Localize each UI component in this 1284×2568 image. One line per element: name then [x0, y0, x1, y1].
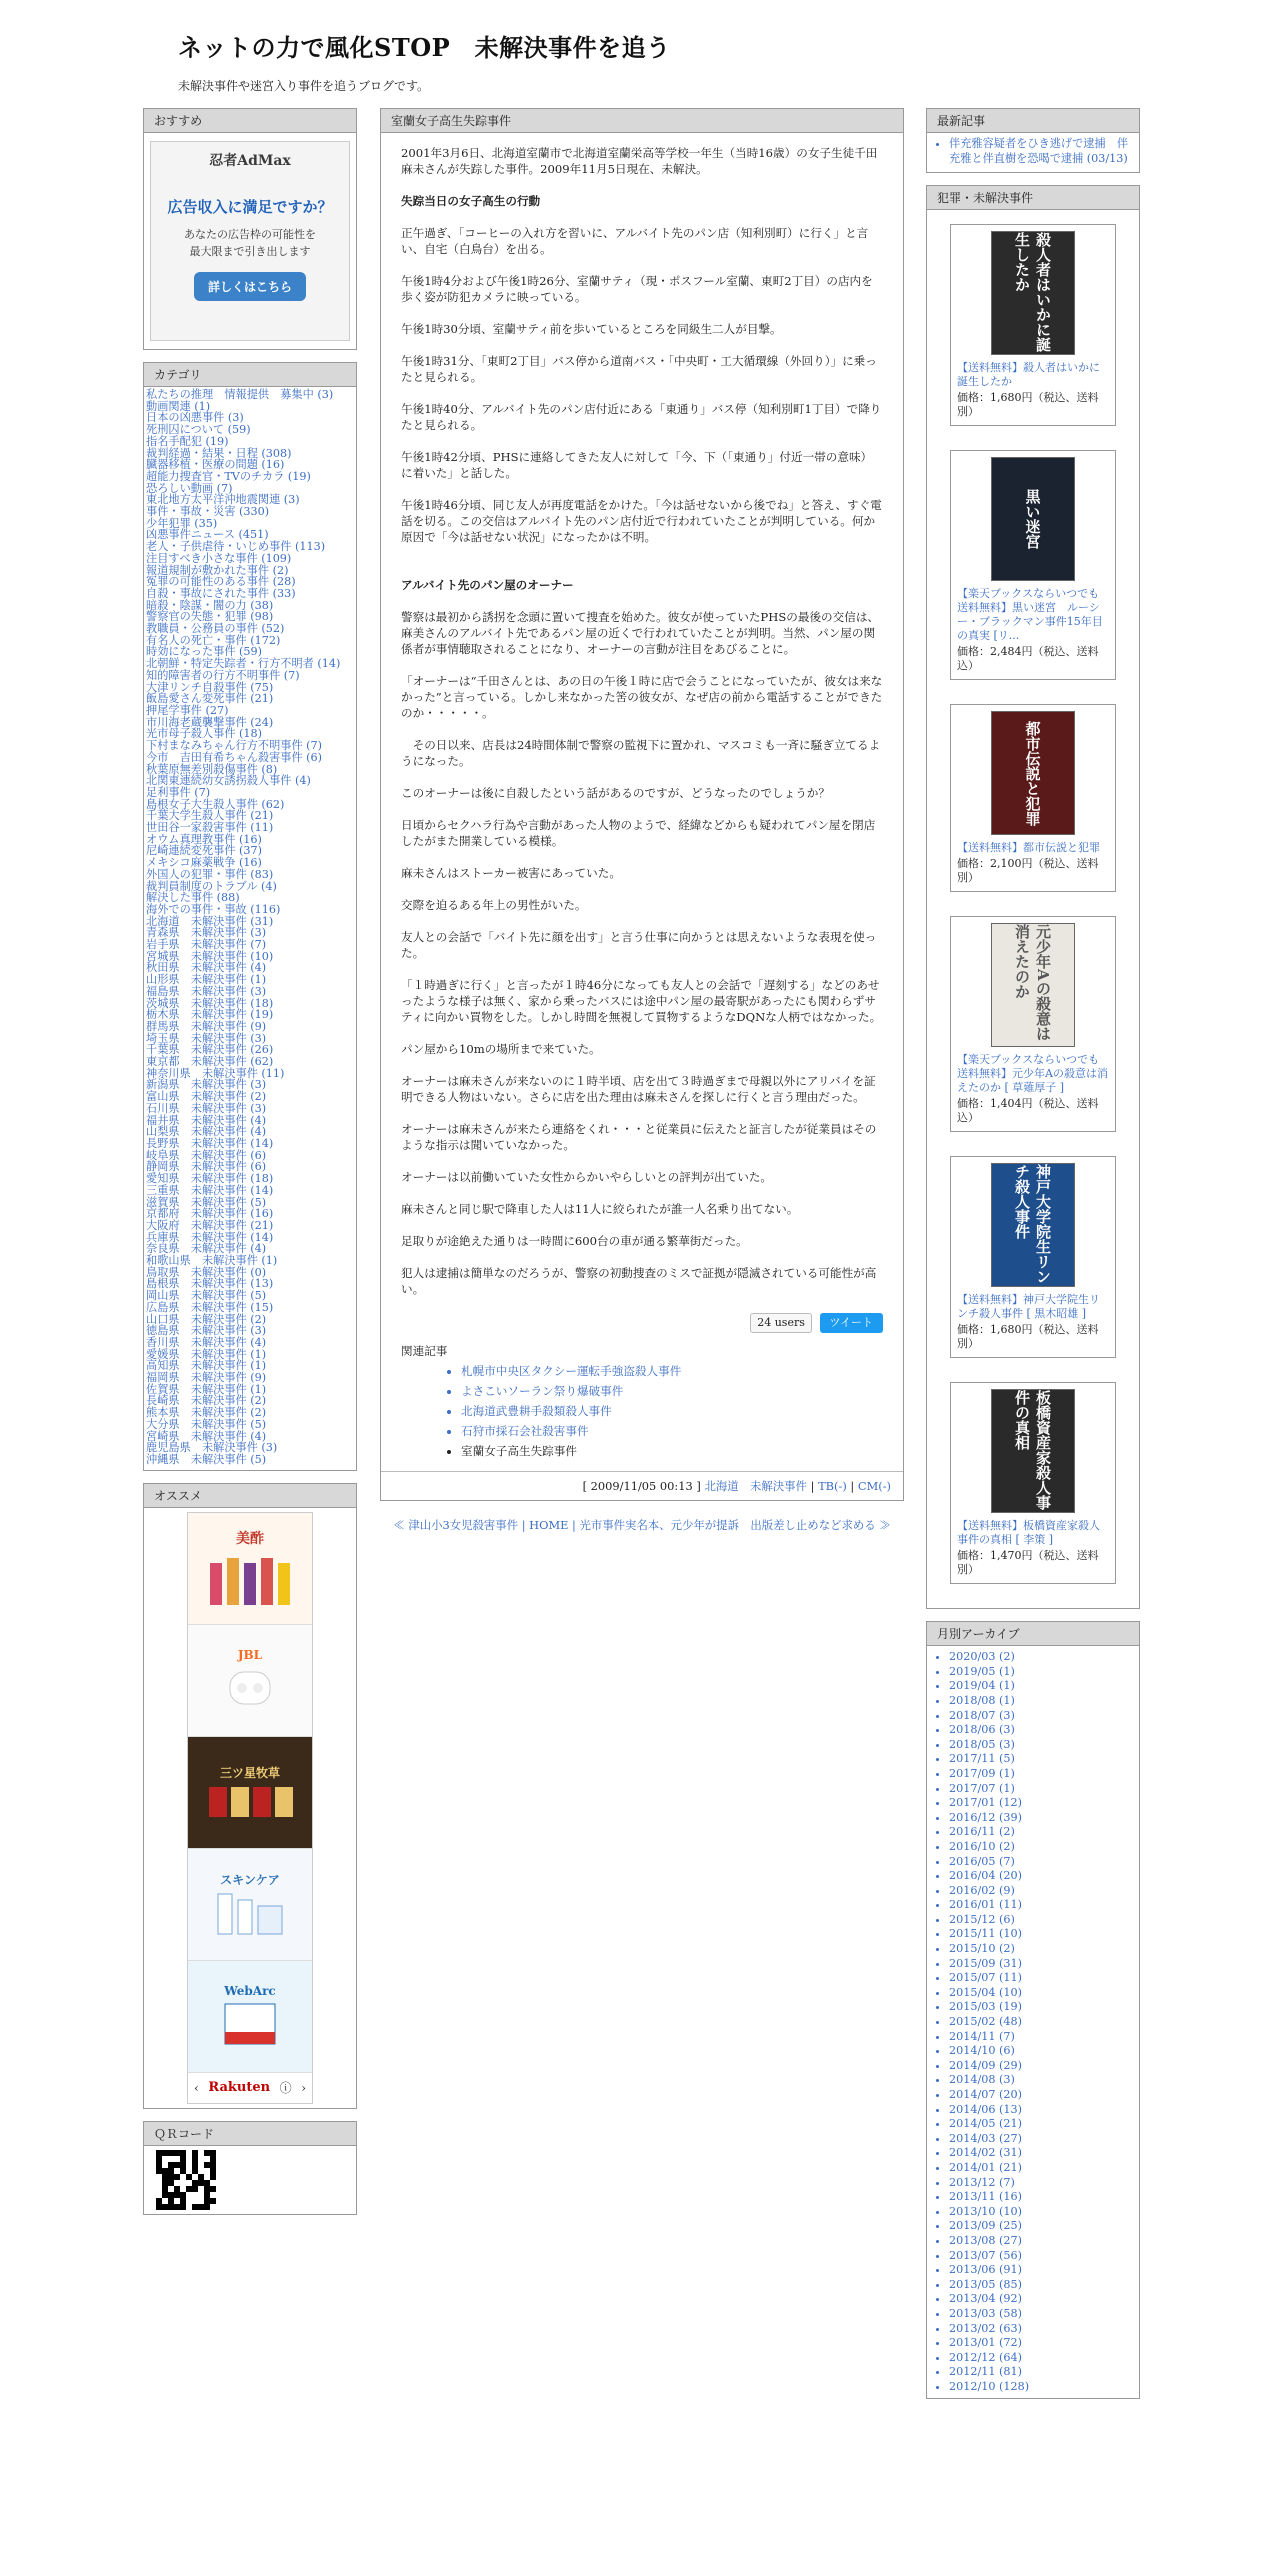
qr-code — [156, 2150, 216, 2210]
category-item[interactable]: 押尾学事件 (27) — [146, 703, 229, 717]
admax-details-button[interactable]: 詳しくはこちら — [194, 272, 306, 301]
book-cover[interactable]: 板橋資産家殺人事件の真相 — [991, 1389, 1075, 1513]
category-item[interactable]: 富山県 未解決事件 (2) — [146, 1090, 267, 1104]
category-item[interactable]: 徳島県 未解決事件 (3) — [146, 1324, 267, 1338]
category-item[interactable]: オウム真理教事件 (16) — [146, 832, 262, 846]
category-item[interactable]: 東北地方太平洋沖地震関連 (3) — [146, 493, 300, 507]
category-item[interactable]: 冤罪の可能性のある事件 (28) — [146, 575, 296, 589]
archive-item[interactable]: • 2019/05 (1) — [949, 1665, 1131, 1680]
category-item[interactable]: 佐賀県 未解決事件 (1) — [146, 1382, 267, 1396]
entry-paragraph: このオーナーは後に自殺したという話があるのですが、どうなったのでしょうか？ — [401, 786, 830, 800]
archive-item[interactable]: • 2016/02 (9) — [949, 1884, 1131, 1899]
category-item[interactable]: 指名手配犯 (19) — [146, 434, 229, 448]
archive-item[interactable]: • 2016/10 (2) — [949, 1840, 1131, 1855]
book-card[interactable] — [950, 1382, 1116, 1584]
category-item[interactable]: 注目すべき小さな事件 (109) — [146, 551, 292, 565]
book-title-link[interactable]: 【送料無料】板橋資産家殺人事件の真相 [ 李策 ] — [957, 1519, 1100, 1547]
archive-item[interactable]: • 2013/10 (10) — [949, 2205, 1131, 2220]
category-item[interactable]: 広島県 未解決事件 (15) — [146, 1300, 274, 1314]
pager[interactable]: ≪ 津山小3女児殺害事件 | HOME | 光市事件実名本、元少年が提訴 出版差し止めなど求める ≫ — [393, 1518, 891, 1532]
archive-item[interactable]: • 2014/02 (31) — [949, 2146, 1131, 2161]
category-item[interactable]: 岐阜県 未解決事件 (6) — [146, 1148, 267, 1162]
category-item[interactable]: 大分県 未解決事件 (5) — [146, 1417, 267, 1431]
archive-item[interactable]: • 2015/09 (31) — [949, 1957, 1131, 1972]
admax-copy-line-1: あなたの広告枠の可能性を — [184, 228, 316, 241]
category-item[interactable]: 鳥取県 未解決事件 (0) — [146, 1265, 267, 1279]
category-item[interactable]: 光市母子殺人事件 (18) — [146, 727, 263, 741]
category-item[interactable]: 山口県 未解決事件 (2) — [146, 1312, 267, 1326]
rakuten-footer — [188, 2073, 312, 2103]
category-item[interactable]: 少年犯罪 (35) — [146, 516, 218, 530]
archive-item[interactable]: • 2013/07 (56) — [949, 2249, 1131, 2264]
tweet-button[interactable]: ツイート — [820, 1313, 883, 1333]
category-item[interactable]: 恐ろしい動画 (7) — [146, 481, 233, 495]
book-cover[interactable]: 黒い迷宮 — [991, 457, 1075, 581]
product-label: スキンケア — [220, 1872, 280, 1887]
book-card[interactable] — [950, 450, 1116, 680]
archive-item[interactable]: • 2018/08 (1) — [949, 1694, 1131, 1709]
news-box — [926, 108, 1140, 173]
entry-paragraph: パン屋から10mの場所まで来ていた。 — [401, 1042, 601, 1056]
product-label: WebArc — [224, 1984, 276, 1999]
news-item[interactable]: • 伴充雅容疑者をひき逃げで逮捕 伴充雅と伴直樹を恐喝で逮捕 (03/13) — [949, 137, 1131, 166]
hatena-bookmark-button[interactable]: 24 users — [750, 1313, 812, 1333]
entry-paragraph: 交際を迫るある年上の男性がいた。 — [401, 898, 587, 912]
category-item[interactable]: 千葉県 未解決事件 (26) — [146, 1043, 274, 1057]
category-item[interactable]: 三重県 未解決事件 (14) — [146, 1183, 274, 1197]
info-icon[interactable]: ⓘ — [279, 2081, 292, 2096]
product-label: 三ツ星牧草 — [219, 1765, 280, 1780]
category-item[interactable]: 下村まなみちゃん行方不明事件 (7) — [146, 739, 323, 753]
category-item[interactable]: 石川県 未解決事件 (3) — [146, 1101, 267, 1115]
category-item[interactable]: 愛媛県 未解決事件 (1) — [146, 1347, 267, 1361]
category-item[interactable]: 動画関連 (1) — [146, 399, 211, 413]
admax-copy-line-2: 最大限まで引き出します — [189, 244, 311, 258]
category-item[interactable]: 暗殺・陰謀・闇の力 (38) — [146, 598, 274, 612]
archive-item[interactable]: • 2013/01 (72) — [949, 2336, 1131, 2351]
entry-paragraph: 「オーナーは“千田さんとは、あの日の午後１時に店で会うことになっていたが、彼女は来なかった”と言っている。しかし来なかった筈の彼女が、なぜ店の前から電話することができたのか・・・・・。 — [401, 674, 883, 720]
archive-item[interactable]: • 2014/05 (21) — [949, 2117, 1131, 2132]
book-title-link[interactable]: 【楽天ブックスならいつでも送料無料】黒い迷宮 ルーシー・ブラックマン事件15年目の真実 [リ... — [957, 587, 1103, 643]
book-card[interactable] — [950, 704, 1116, 892]
archive-item[interactable]: • 2013/04 (92) — [949, 2292, 1131, 2307]
category-item[interactable]: 熊本県 未解決事件 (2) — [146, 1406, 267, 1420]
book-card[interactable] — [950, 1156, 1116, 1358]
trackback-link[interactable]: TB(-) — [818, 1479, 847, 1493]
entry-paragraphs — [401, 145, 883, 1297]
entry-paragraph: 午後1時40分、アルバイト先のパン店付近にある「東通り」バス停（知利別町1丁目）で降りたと見られる。 — [401, 402, 882, 432]
book-price: 価格：1,680円（税込、送料別） — [957, 391, 1099, 419]
archive-item[interactable]: • 2014/08 (3) — [949, 2073, 1131, 2088]
archive-item[interactable]: • 2014/06 (13) — [949, 2103, 1131, 2118]
category-item[interactable]: 老人・子供虐待・いじめ事件 (113) — [146, 540, 326, 554]
archive-item[interactable]: • 2017/07 (1) — [949, 1782, 1131, 1797]
category-item[interactable]: 埼玉県 未解決事件 (3) — [146, 1031, 267, 1045]
category-item[interactable]: 宮城県 未解決事件 (10) — [146, 949, 274, 963]
category-item[interactable]: 京都府 未解決事件 (16) — [146, 1207, 274, 1221]
archive-item[interactable]: • 2020/03 (2) — [949, 1650, 1131, 1665]
admax-banner[interactable] — [150, 141, 350, 341]
category-item[interactable]: 私たちの推理 情報提供 募集中 (3) — [146, 388, 334, 401]
left-sidebar — [143, 108, 357, 2227]
crime-box — [926, 185, 1140, 1609]
category-item[interactable]: 千葉大学生殺人事件 (21) — [146, 809, 274, 823]
archive-list — [927, 1646, 1139, 2398]
book-title-link[interactable]: 【送料無料】殺人者はいかに誕生したか — [957, 361, 1100, 389]
book-cover[interactable]: 元少年Aの殺意は消えたのか — [991, 923, 1075, 1047]
product-image[interactable] — [188, 1625, 312, 1737]
product-image[interactable] — [188, 1849, 312, 1961]
archive-item[interactable]: • 2013/02 (63) — [949, 2322, 1131, 2337]
product-label: JBL — [237, 1648, 263, 1663]
related-item[interactable]: • よさこいソーラン祭り爆破事件 — [461, 1381, 883, 1401]
entry-paragraph: 午後1時30分頃、室蘭サティ前を歩いているところを同級生二人が目撃。 — [401, 322, 782, 336]
entry-subheading: 失踪当日の女子高生の行動 — [401, 194, 541, 208]
category-item[interactable]: 知的障害者の行方不明事件 (7) — [146, 668, 300, 682]
category-item[interactable]: 茨城県 未解決事件 (18) — [146, 996, 274, 1010]
book-price: 価格：2,484円（税込、送料込） — [957, 645, 1099, 673]
entry-paragraph: 午後1時4分および午後1時26分、室蘭サティ（現・ポスフール室蘭、東町2丁目）の店内を歩く姿が防犯カメラに映っている。 — [401, 274, 873, 304]
archive-box — [926, 1621, 1140, 2399]
entry-paragraph: 午後1時46分頃、同じ友人が再度電話をかけた。「今は話せないから後でね」と答え、すぐ電話を切る。この交信はアルバイト先のパン店付近で行われていたことが判明している。何か原因で「今は話せない状況」になったかは不明。 — [401, 498, 882, 544]
food-packs-icon — [205, 1781, 295, 1821]
book-price: 価格：1,404円（税込、送料込） — [957, 1097, 1099, 1125]
book-cover[interactable]: 神戸大学院生リンチ殺人事件 — [991, 1163, 1075, 1287]
category-item[interactable]: 奈良県 未解決事件 (4) — [146, 1242, 267, 1256]
category-item[interactable]: 解決した事件 (88) — [146, 891, 240, 905]
archive-item[interactable]: • 2015/10 (2) — [949, 1942, 1131, 1957]
category-heading: カテゴリ — [144, 363, 356, 387]
category-item[interactable]: 青森県 未解決事件 (3) — [146, 926, 267, 940]
book-card[interactable] — [950, 224, 1116, 426]
entry-footer: [ 2009/11/05 00:13 ] 北海道 未解決事件 | TB(-) | CM(-) — [381, 1471, 903, 1500]
category-item[interactable]: 沖縄県 未解決事件 (5) — [146, 1452, 267, 1466]
archive-item[interactable]: • 2017/09 (1) — [949, 1767, 1131, 1782]
archive-item[interactable]: • 2015/07 (11) — [949, 1971, 1131, 1986]
archive-item[interactable]: • 2017/01 (12) — [949, 1796, 1131, 1811]
archive-item[interactable]: • 2014/03 (27) — [949, 2132, 1131, 2147]
category-item[interactable]: 日本の凶悪事件 (3) — [146, 411, 244, 425]
category-item[interactable]: 長崎県 未解決事件 (2) — [146, 1394, 267, 1408]
category-item[interactable]: 宮崎県 未解決事件 (4) — [146, 1429, 267, 1443]
category-item[interactable]: 高知県 未解決事件 (1) — [146, 1359, 267, 1373]
category-item[interactable]: 裁判員制度のトラブル (4) — [146, 879, 277, 893]
entry — [380, 108, 904, 1501]
category-item[interactable]: 福島県 未解決事件 (3) — [146, 984, 267, 998]
prev-arrow-icon[interactable]: ‹ — [194, 2080, 199, 2095]
product-image[interactable] — [188, 1961, 312, 2073]
entry-category-link[interactable]: 北海道 未解決事件 — [704, 1479, 807, 1493]
category-item[interactable]: 長野県 未解決事件 (14) — [146, 1137, 274, 1150]
entry-paragraph: オーナーは麻未さんが来ないのに１時半頃、店を出て３時過ぎまで母親以外にアリバイを証明できる人物はいない。さらに店を出た理由は麻未さんを探しに行くと言う理由だった。 — [401, 1074, 876, 1104]
category-item[interactable]: 福井県 未解決事件 (4) — [146, 1113, 267, 1127]
category-item[interactable]: 秋葉原無差別殺傷事件 (8) — [146, 762, 278, 776]
category-item[interactable]: 死刑囚について (59) — [146, 423, 251, 437]
category-item[interactable]: 東京都 未解決事件 (62) — [146, 1055, 274, 1069]
book-title-link[interactable]: 【楽天ブックスならいつでも送料無料】元少年Aの殺意は消えたのか [ 草薙厚子 ] — [957, 1053, 1108, 1095]
osusume-box — [143, 1483, 357, 2109]
category-item[interactable]: 島根県 未解決事件 (13) — [146, 1277, 274, 1291]
category-box — [143, 362, 357, 1471]
rakuten-widget[interactable] — [187, 1512, 313, 2104]
category-item[interactable]: 鹿児島県 未解決事件 (3) — [146, 1441, 278, 1455]
product-image[interactable] — [188, 1513, 312, 1625]
main-content — [380, 108, 904, 1533]
category-item[interactable]: 北海道 未解決事件 (31) — [146, 914, 274, 928]
category-item[interactable]: 島根女子大生殺人事件 (62) — [146, 797, 285, 811]
category-item[interactable]: 警察官の失態・犯罪 (98) — [146, 610, 274, 624]
entry-paragraph: 午後1時31分、「東町2丁目」バス停から道南バス・「中央町・工大循環線（外回り）」に乗ったと見られる。 — [401, 354, 877, 384]
category-item[interactable]: 山梨県 未解決事件 (4) — [146, 1125, 267, 1139]
right-sidebar — [926, 108, 1140, 2411]
book-cover[interactable]: 殺人者はいかに誕生したか — [991, 231, 1075, 355]
comment-link[interactable]: CM(-) — [857, 1479, 891, 1493]
rakuten-logo[interactable]: Rakuten — [208, 2080, 271, 2096]
related-item[interactable]: • 室蘭女子高生失踪事件 — [461, 1441, 883, 1461]
archive-item[interactable]: • 2017/11 (5) — [949, 1752, 1131, 1767]
category-item[interactable]: 神奈川県 未解決事件 (11) — [146, 1066, 285, 1080]
entry-paragraph: 日頃からセクハラ行為や言動があった人物のようで、経緯などからも疑われてパン屋を閉店したがまた開業している模様。 — [401, 818, 876, 848]
category-item[interactable]: 愛知県 未解決事件 (18) — [146, 1172, 274, 1186]
category-item[interactable]: 兵庫県 未解決事件 (14) — [146, 1230, 274, 1244]
archive-item[interactable]: • 2013/08 (27) — [949, 2234, 1131, 2249]
archive-item[interactable]: • 2014/07 (20) — [949, 2088, 1131, 2103]
book-list — [927, 224, 1139, 1584]
archive-item[interactable]: • 2015/03 (19) — [949, 2000, 1131, 2015]
archive-item[interactable]: • 2012/10 (128) — [949, 2380, 1131, 2395]
category-item[interactable]: 超能力捜査官・TVのチカラ (19) — [146, 469, 311, 483]
recommend-heading: おすすめ — [144, 109, 356, 133]
archive-item[interactable]: • 2016/12 (39) — [949, 1811, 1131, 1826]
category-item[interactable]: 自殺・事故にされた事件 (33) — [146, 586, 296, 600]
category-item[interactable]: 栃木県 未解決事件 (19) — [146, 1008, 274, 1022]
news-list — [927, 133, 1139, 172]
archive-item[interactable]: • 2013/06 (91) — [949, 2263, 1131, 2278]
entry-title[interactable]: 室蘭女子高生失踪事件 — [381, 109, 903, 133]
category-item[interactable]: 有名人の死亡・事件 (172) — [146, 633, 281, 647]
archive-item[interactable]: • 2018/06 (3) — [949, 1723, 1131, 1738]
book-price: 価格：1,470円（税込、送料別） — [957, 1549, 1099, 1577]
archive-item[interactable]: • 2015/04 (10) — [949, 1986, 1131, 2001]
book-price: 価格：2,100円（税込、送料別） — [957, 857, 1099, 885]
archive-item[interactable]: • 2013/09 (25) — [949, 2219, 1131, 2234]
related-heading: 関連記事 — [401, 1344, 448, 1358]
entry-paragraph: 2001年3月6日、北海道室蘭市で北海道室蘭栄高等学校一年生（当時16歳）の女子生徒千田麻未さんが失踪した事件。2009年11月5日現在、未解決。 — [401, 146, 878, 176]
archive-item[interactable]: • 2016/11 (2) — [949, 1825, 1131, 1840]
category-item[interactable]: 北関東連続幼女誘拐殺人事件 (4) — [146, 774, 311, 788]
crime-heading: 犯罪・未解決事件 — [927, 186, 1139, 210]
qr-heading: ＱＲコード — [144, 2122, 356, 2146]
entry-paragraph: その日以来、店長は24時間体制で警察の監視下に置かれ、マスコミも一斉に騒ぎ立てるようになった。 — [401, 738, 881, 768]
earbuds-icon — [220, 1662, 280, 1712]
book-title-link[interactable]: 【送料無料】都市伝説と犯罪 — [957, 841, 1100, 855]
archive-item[interactable]: • 2014/11 (7) — [949, 2030, 1131, 2045]
entry-paragraph: 麻未さんはストーカー被害にあっていた。 — [401, 866, 621, 880]
category-item[interactable]: 秋田県 未解決事件 (4) — [146, 961, 267, 975]
category-item[interactable]: 市川海老蔵襲撃事件 (24) — [146, 715, 274, 729]
archive-item[interactable]: • 2018/07 (3) — [949, 1709, 1131, 1724]
archive-item[interactable]: • 2016/04 (20) — [949, 1869, 1131, 1884]
archive-item[interactable]: • 2014/10 (6) — [949, 2044, 1131, 2059]
next-arrow-icon[interactable]: › — [301, 2080, 306, 2095]
product-image[interactable] — [188, 1737, 312, 1849]
category-item[interactable]: 山形県 未解決事件 (1) — [146, 973, 267, 987]
blog-title[interactable]: ネットの力で風化STOP 未解決事件を追う — [178, 33, 671, 62]
skincare-icon — [210, 1888, 290, 1938]
category-item[interactable]: 大津リンチ自殺事件 (75) — [146, 680, 274, 694]
book-title-link[interactable]: 【送料無料】神戸大学院生リンチ殺人事件 [ 黒木昭雄 ] — [957, 1293, 1100, 1321]
blog-header — [178, 28, 1078, 94]
related-item[interactable]: • 石狩市採石会社殺害事件 — [461, 1421, 883, 1441]
archive-item[interactable]: • 2012/12 (64) — [949, 2351, 1131, 2366]
entry-paragraph: 犯人は逮捕は簡単なのだろうが、警察の初動捜査のミスで証拠が隠滅されている可能性が高い。 — [401, 1266, 877, 1296]
entry-date: [ 2009/11/05 00:13 ] — [582, 1479, 701, 1493]
entry-paragraph: 警察は最初から誘拐を念頭に置いて捜査を始めた。彼女が使っていたPHSの最後の交信は、麻美さんのアルバイト先であるパン屋の近くで行われていたことが判明。当然、パン屋の関係者が事情聴取されることになり、オーナーの言動が注目をあびることに。 — [401, 610, 880, 656]
category-item[interactable]: 飯島愛さん変死事件 (21) — [146, 692, 274, 706]
archive-item[interactable]: • 2014/09 (29) — [949, 2059, 1131, 2074]
related-item[interactable]: • 札幌市中央区タクシー運転手強盗殺人事件 — [461, 1361, 883, 1381]
archive-item[interactable]: • 2013/03 (58) — [949, 2307, 1131, 2322]
category-item[interactable]: 新潟県 未解決事件 (3) — [146, 1078, 267, 1092]
category-item[interactable]: 静岡県 未解決事件 (6) — [146, 1160, 267, 1174]
entry-paragraph: オーナーは麻未さんが来たら連絡をくれ・・・と従業員に伝えたと証言したが従業員はそのような指示は聞いていなかった。 — [401, 1122, 877, 1152]
category-item[interactable]: 時効になった事件 (59) — [146, 645, 263, 659]
category-item[interactable]: 報道規制が敷かれた事件 (2) — [146, 563, 289, 577]
category-item[interactable]: 事件・事故・災害 (330) — [146, 505, 270, 519]
admax-logo: 忍者AdMax — [209, 153, 291, 169]
admax-copy — [151, 227, 349, 260]
archive-item[interactable]: • 2015/02 (48) — [949, 2015, 1131, 2030]
category-item[interactable]: 福岡県 未解決事件 (9) — [146, 1371, 267, 1385]
spacer — [401, 561, 883, 577]
entry-paragraph: 友人との会話で「バイト先に顔を出す」と言う仕事に向かうとは思えないような表現を使った。 — [401, 930, 877, 960]
archive-heading: 月別アーカイブ — [927, 1622, 1139, 1646]
archive-item[interactable]: • 2013/12 (7) — [949, 2176, 1131, 2191]
archive-item[interactable]: • 2015/12 (6) — [949, 1913, 1131, 1928]
entry-paragraph: 麻未さんと同じ駅で降車した人は11人に絞られたが誰一人名乗り出てない。 — [401, 1202, 799, 1216]
archive-item[interactable]: • 2018/05 (3) — [949, 1738, 1131, 1753]
bottles-icon — [205, 1548, 295, 1608]
category-item[interactable]: 岩手県 未解決事件 (7) — [146, 938, 267, 952]
category-item[interactable]: 臓器移植・医療の問題 (16) — [146, 458, 285, 472]
category-item[interactable]: メキシコ麻薬戦争 (16) — [146, 856, 262, 870]
entry-paragraph: 正午過ぎ、「コーヒーの入れ方を習いに、アルバイト先のパン店（知利別町）に行く」と言い、自宅（白鳥台）を出る。 — [401, 226, 869, 256]
book-price: 価格：1,680円（税込、送料別） — [957, 1323, 1099, 1351]
category-item[interactable]: 和歌山県 未解決事件 (1) — [146, 1254, 278, 1268]
archive-item[interactable]: • 2016/01 (11) — [949, 1898, 1131, 1913]
category-item[interactable]: 足利事件 (7) — [146, 785, 211, 799]
category-item[interactable]: 香川県 未解決事件 (4) — [146, 1335, 267, 1349]
entry-paragraph: オーナーは以前働いていた女性からかいやらしいとの評判が出ていた。 — [401, 1170, 773, 1184]
archive-item[interactable]: • 2019/04 (1) — [949, 1679, 1131, 1694]
book-cover[interactable]: 都市伝説と犯罪 — [991, 711, 1075, 835]
category-item[interactable]: 大阪府 未解決事件 (21) — [146, 1218, 274, 1232]
category-item[interactable]: 北朝鮮・特定失踪者・行方不明者 (14) — [146, 657, 341, 671]
category-item[interactable]: 岡山県 未解決事件 (5) — [146, 1289, 267, 1303]
entry-body — [381, 133, 903, 1471]
box-icon — [215, 1998, 285, 2048]
archive-item[interactable]: • 2013/05 (85) — [949, 2278, 1131, 2293]
blog-description: 未解決事件や迷宮入り事件を追うブログです。 — [178, 79, 430, 93]
category-item[interactable]: 滋賀県 未解決事件 (5) — [146, 1195, 267, 1209]
osusume-heading: オススメ — [144, 1484, 356, 1508]
category-item[interactable]: 海外での事件・事故 (116) — [146, 902, 281, 916]
archive-item[interactable]: • 2014/01 (21) — [949, 2161, 1131, 2176]
entry-paragraph: 「１時過ぎに行く」と言ったが１時46分になっても友人との会話で「遅刻する」などのあせったような様子は無く、家から乗ったバスには途中パン屋の最寄駅があったにも関わらずサティに向かい買物をした。しかし時間を無視して買物するようなDQNな人柄ではなかった。 — [401, 978, 882, 1024]
category-item[interactable]: 凶悪事件ニュース (451) — [146, 528, 269, 542]
entry-paragraph: 午後1時42分頃、PHSに連絡してきた友人に対して「今、下（「東通り」付近一帯の意味）に着いた」と話した。 — [401, 450, 873, 480]
archive-item[interactable]: • 2016/05 (7) — [949, 1855, 1131, 1870]
recommend-box — [143, 108, 357, 350]
category-item[interactable]: 今市 吉田有希ちゃん殺害事件 (6) — [146, 750, 323, 764]
archive-item[interactable]: • 2013/11 (16) — [949, 2190, 1131, 2205]
category-list — [144, 387, 356, 1470]
product-label: 美酢 — [236, 1531, 264, 1548]
related-item[interactable]: • 北海道武豊耕手殺類殺人事件 — [461, 1401, 883, 1421]
archive-item[interactable]: • 2012/11 (81) — [949, 2365, 1131, 2380]
archive-item[interactable]: • 2015/11 (10) — [949, 1927, 1131, 1942]
related-list — [461, 1361, 883, 1461]
category-item[interactable]: 群馬県 未解決事件 (9) — [146, 1019, 267, 1033]
category-item[interactable]: 尼崎連続変死事件 (37) — [146, 844, 263, 858]
category-item[interactable]: 裁判経過・結果・日程 (308) — [146, 446, 292, 460]
qr-box — [143, 2121, 357, 2215]
news-heading: 最新記事 — [927, 109, 1139, 133]
entry-subheading: アルバイト先のパン屋のオーナー — [401, 578, 574, 592]
entry-paragraph: 足取りが途絶えた通りは一時間に600台の車が通る繁華街だった。 — [401, 1234, 748, 1248]
social-buttons — [401, 1313, 883, 1333]
admax-headline: 広告収入に満足ですか？ — [167, 198, 333, 216]
book-card[interactable] — [950, 916, 1116, 1132]
category-item[interactable]: 教職員・公務員の事件 (52) — [146, 622, 285, 636]
category-item[interactable]: 外国人の犯罪・事件 (83) — [146, 867, 274, 881]
category-item[interactable]: 世田谷一家殺害事件 (11) — [146, 821, 274, 835]
